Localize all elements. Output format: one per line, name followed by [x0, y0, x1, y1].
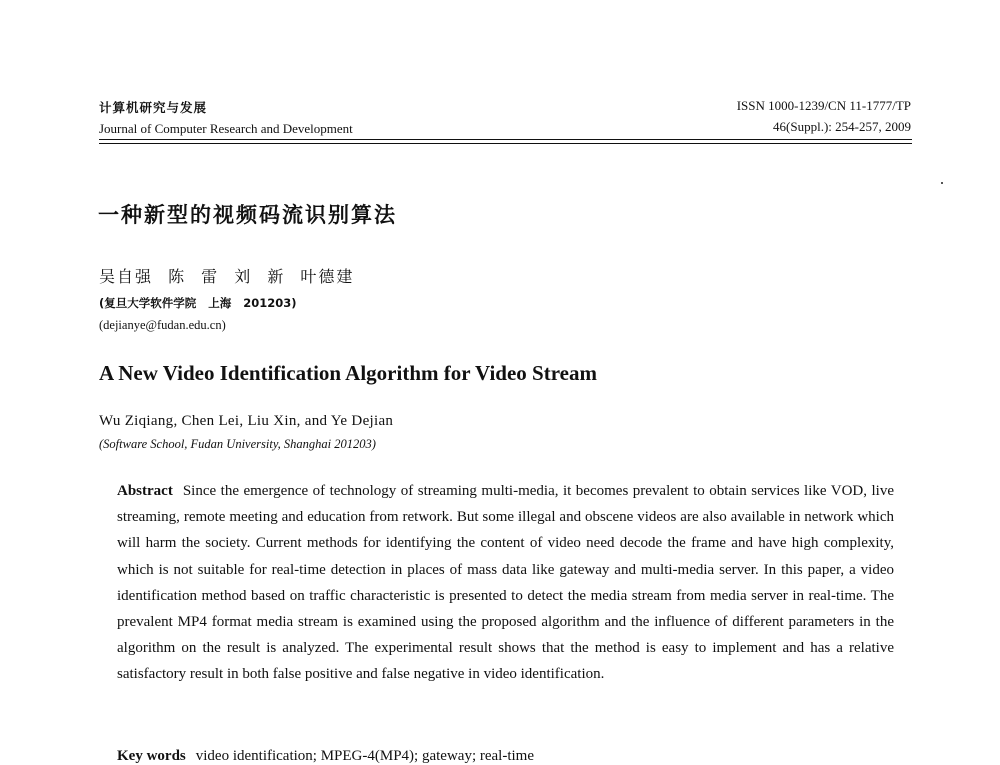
affiliation-cn-city: 上海	[208, 296, 232, 310]
journal-name-en: Journal of Computer Research and Development	[99, 121, 353, 136]
header-rule-bottom	[99, 143, 912, 144]
abstract-text: Since the emergence of technology of streaming multi-media, it becomes prevalent to obtain services like VOD, live streaming, remote meeting and education from retwork. But some illegal and obscene videos are also available in network which will harm the society. Current methods for identifying the content of video need decode the frame and have high complexity, which is not suitable for real-time detection in places of mass data like gateway and multi-media server. In this paper, a video identification method based on traffic characteristic is presented to detect the media stream from media server in real-time. The prevalent MP4 format media stream is examined using the proposed algorithm and the influence of different parameters in the algorithm on the result is analyzed. The experimental result shows that the method is easy to implement and has a relative satisfactory result in both false positive and false negative in video identification.	[117, 483, 894, 683]
abstract	[117, 478, 894, 688]
keywords	[117, 748, 534, 765]
authors-en: Wu Ziqiang, Chen Lei, Liu Xin, and Ye Dejian	[99, 413, 394, 429]
affiliation-cn-org: (复旦大学软件学院	[99, 296, 197, 310]
keywords-label: Key words	[117, 748, 186, 764]
authors-cn: 吴自强 陈 雷 刘 新 叶德建	[99, 267, 355, 286]
affiliation-en: (Software School, Fudan University, Shanghai 201203)	[99, 437, 376, 451]
affiliation-cn-code: 201203)	[243, 296, 297, 310]
journal-name-block	[99, 98, 353, 137]
abstract-label: Abstract	[117, 483, 173, 499]
paper-title-en: A New Video Identification Algorithm for Video Stream	[99, 361, 597, 385]
header-rule-top	[99, 139, 912, 140]
keywords-text: video identification; MPEG-4(MP4); gateway; real-time	[195, 748, 534, 764]
paper-title-cn: 一种新型的视频码流识别算法	[98, 203, 397, 227]
author-email: (dejianye@fudan.edu.cn)	[99, 318, 226, 332]
issn-block	[737, 98, 911, 135]
scan-speck	[941, 182, 943, 184]
affiliation-cn	[99, 295, 297, 311]
journal-name-cn: 计算机研究与发展	[99, 100, 208, 115]
issn-text: ISSN 1000-1239/CN 11-1777/TP	[736, 98, 911, 113]
volume-text: 46(Suppl.): 254-257, 2009	[773, 119, 911, 134]
